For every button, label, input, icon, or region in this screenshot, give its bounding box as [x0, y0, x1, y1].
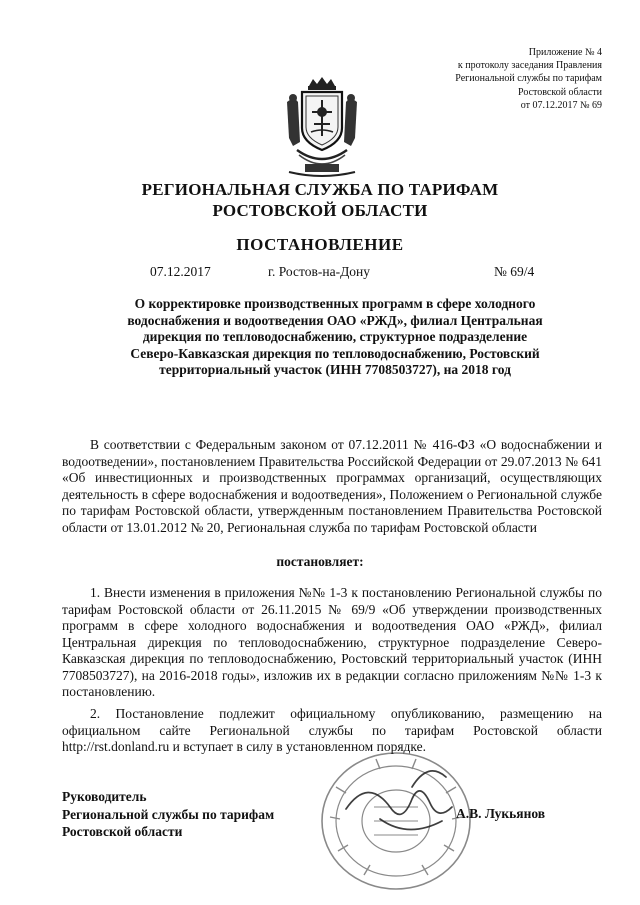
- decision-item-1: 1. Внести изменения в приложения №№ 1-3 к постановлению Региональной службы по тарифам Ростовской области от 26.11.2015 № 69/9 «Об утверждении производственных программ в сфере холодного водоснабжения и водоотведения ОАО «РЖД», филиал Центральная дирекция по тепловодоснабжению, структурное подразделение Северо-Кавказская дирекция по тепловодоснабжению, Ростовский территориальный участок (ИНН 7708503727), на 2016-2018 годы», изложив их в редакции согласно приложениям №№ 1-3 к постановлению.: [62, 585, 602, 699]
- signer-name: А.В. Лукьянов: [456, 806, 546, 821]
- signer-title: [62, 788, 274, 841]
- subject-line: водоснабжения и водоотведения ОАО «РЖД», филиал Центральная: [127, 312, 543, 328]
- signer-title-line: Региональной службы по тарифам: [62, 806, 275, 822]
- official-seal-icon: [316, 747, 476, 893]
- agency-name-line: РОСТОВСКОЙ ОБЛАСТИ: [212, 201, 428, 220]
- subject-line: дирекция по тепловодоснабжению, структурное подразделение: [142, 329, 528, 344]
- coat-of-arms-icon: [279, 76, 365, 180]
- document-number: № 69/4: [494, 264, 535, 279]
- subject-line: территориальный участок (ИНН 7708503727), на 2018 год: [159, 362, 511, 377]
- subject-line: Северо-Кавказская дирекция по тепловодоснабжению, Ростовский: [130, 345, 540, 361]
- document-type-heading: ПОСТАНОВЛЕНИЕ: [236, 235, 404, 254]
- decision-item-2: 2. Постановление подлежит официальному опубликованию, размещению на официальном сайте Региональной службы по тарифам Ростовской области http://rst.donland.ru и вступает в силу в установленном порядке.: [62, 706, 602, 754]
- appendix-line: от 07.12.2017 № 69: [520, 99, 602, 111]
- appendix-note: [455, 46, 602, 112]
- appendix-line: к протоколу заседания Правления: [457, 60, 602, 72]
- document-date: 07.12.2017: [150, 264, 211, 279]
- signer-title-line: Ростовской области: [62, 824, 183, 839]
- resolves-heading: постановляет:: [276, 554, 364, 569]
- document-place: г. Ростов-на-Дону: [268, 264, 371, 279]
- document-subject: [100, 296, 570, 379]
- appendix-line: Ростовской области: [518, 86, 602, 98]
- agency-name: [0, 179, 640, 221]
- signer-title-line: Руководитель: [62, 789, 147, 804]
- preamble-paragraph: В соответствии с Федеральным законом от 07.12.2011 № 416-ФЗ «О водоснабжении и водоотведении», постановлением Правительства Российской Федерации от 29.07.2013 № 641 «Об инвестиционных и производственных программах организаций, осуществляющих деятельность в сфере водоснабжения и водоотведения», Положением о Региональной службе по тарифам Ростовской области, утвержденным постановлением Правительства Ростовской области от 13.01.2012 № 20, Региональная служба по тарифам Ростовской области: [62, 437, 602, 535]
- appendix-line: Региональной службы по тарифам: [455, 73, 602, 85]
- agency-name-line: РЕГИОНАЛЬНАЯ СЛУЖБА ПО ТАРИФАМ: [141, 180, 499, 199]
- appendix-line: Приложение № 4: [528, 47, 602, 58]
- subject-line: О корректировке производственных программ в сфере холодного: [134, 296, 536, 311]
